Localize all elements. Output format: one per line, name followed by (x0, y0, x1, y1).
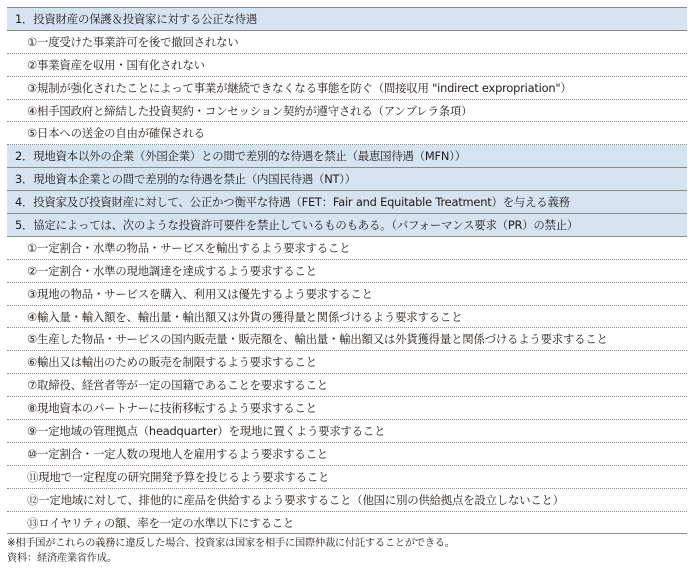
sub-item-row: ⑬ロイヤリティの額、率を一定の水準以下にすること (7, 512, 687, 535)
section-heading-row: 4．投資家及び投資財産に対して、公正かつ衡平な待遇（FET：Fair and Equitable Treatment）を与える義務 (7, 191, 687, 214)
section-heading-row: 5．協定によっては、次のような投資許可要件を禁止しているものもある。（パフォーマンス要求（PR）の禁止） (7, 214, 687, 237)
sub-item-row: ③現地の物品・サービスを購入、利用又は優先するよう要求すること (7, 283, 687, 306)
sub-item-row: ②一定割合・水準の現地調達を達成するよう要求すること (7, 260, 687, 283)
sub-item-row: ⑤生産した物品・サービスの国内販売量・販売額を、輸出量・輸出額又は外貨獲得量と関係づけるよう要求すること (7, 328, 687, 351)
sub-item-row: ⑤日本への送金の自由が確保される (7, 122, 687, 145)
sub-item-row: ⑧現地資本のパートナーに技術移転するよう要求すること (7, 397, 687, 420)
sub-item-row: ⑨一定地域の管理拠点（headquarter）を現地に置くよう要求すること (7, 420, 687, 443)
section-heading-row: 1．投資財産の保護＆投資家に対する公正な待遇 (7, 8, 687, 31)
sub-item-row: ①一定割合・水準の物品・サービスを輸出するよう要求すること (7, 237, 687, 260)
sub-item-row: ⑥輸出又は輸出のための販売を制限するよう要求すること (7, 351, 687, 374)
section-heading-row: 3．現地資本企業との間で差別的な待遇を禁止（内国民待遇（NT）） (7, 168, 687, 191)
sub-item-row: ②事業資産を収用・国有化されない (7, 54, 687, 77)
sub-item-row: ⑪現地で一定程度の研究開発予算を投じるよう要求すること (7, 466, 687, 489)
sub-item-row: ⑫一定地域に対して、排他的に産品を供給するよう要求すること（他国に別の供給拠点を設立しないこと） (7, 489, 687, 512)
sub-item-row: ③規制が強化されたことによって事業が継続できなくなる事態を防ぐ（間接収用 "indirect expropriation"） (7, 77, 687, 100)
sub-item-row: ⑩一定割合・一定人数の現地人を雇用するよう要求すること (7, 443, 687, 466)
section-heading-row: 2．現地資本以外の企業（外国企業）との間で差別的な待遇を禁止（最恵国待遇（MFN）） (7, 145, 687, 168)
sub-item-row: ④相手国政府と締結した投資契約・コンセッション契約が遵守される（アンブレラ条項） (7, 100, 687, 123)
table-notes (7, 537, 687, 566)
footnote-text: ※相手国がこれらの義務に違反した場合、投資家は国家を相手に国際仲裁に付託することができる。 (7, 538, 455, 549)
investment-protection-table (7, 7, 687, 534)
sub-item-row: ①一度受けた事業許可を後で撤回されない (7, 31, 687, 54)
sub-item-row: ⑦取締役、経営者等が一定の国籍であることを要求すること (7, 374, 687, 397)
source-text: 資料：経済産業省作成。 (7, 552, 117, 564)
sub-item-row: ④輸入量・輸入額を、輸出量・輸出額又は外貨の獲得量と関係づけるよう要求すること (7, 306, 687, 329)
